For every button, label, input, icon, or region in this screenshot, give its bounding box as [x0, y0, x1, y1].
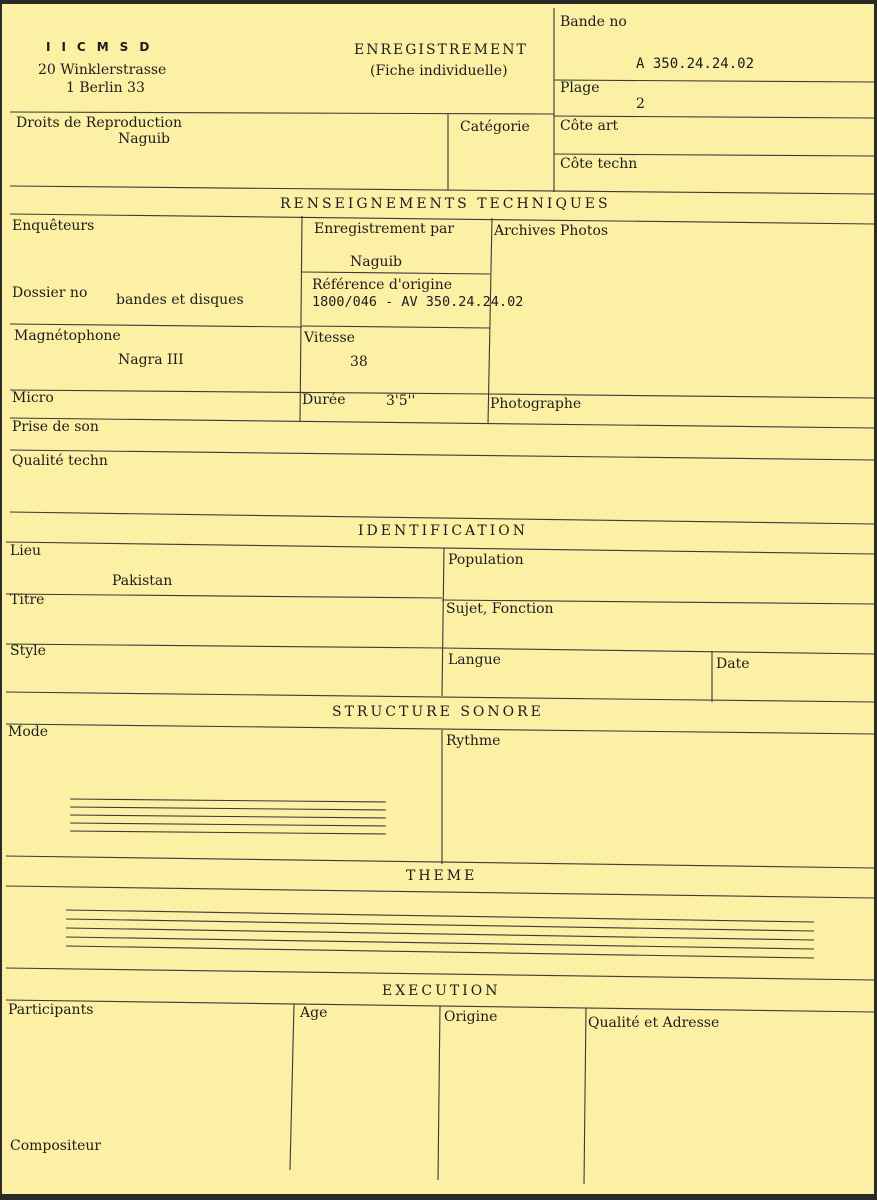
- plage-value: 2: [636, 96, 645, 112]
- style-label: Style: [10, 643, 46, 659]
- magnetophone-value: Nagra III: [118, 352, 184, 368]
- magnetophone-label: Magnétophone: [14, 328, 121, 344]
- duree-value: 3'5'': [386, 393, 416, 409]
- enqueteurs-label: Enquêteurs: [12, 218, 95, 234]
- duree-label: Durée: [302, 392, 346, 408]
- organization-address-street: 20 Winklerstrasse: [38, 62, 167, 78]
- section-heading-identification: IDENTIFICATION: [358, 523, 528, 539]
- enregistrement-par-value: Naguib: [350, 254, 403, 270]
- origine-label: Origine: [444, 1009, 498, 1025]
- enregistrement-par-label: Enregistrement par: [314, 221, 455, 237]
- vitesse-label: Vitesse: [304, 330, 355, 346]
- population-label: Population: [448, 552, 524, 568]
- lieu-value: Pakistan: [112, 573, 173, 589]
- plage-label: Plage: [560, 80, 600, 96]
- lieu-label: Lieu: [10, 543, 42, 559]
- participants-label: Participants: [8, 1002, 94, 1018]
- qualite-adresse-label: Qualité et Adresse: [588, 1015, 720, 1031]
- compositeur-label: Compositeur: [10, 1138, 102, 1154]
- photographe-label: Photographe: [490, 396, 582, 412]
- categorie-label: Catégorie: [460, 119, 530, 135]
- form-subtitle: (Fiche individuelle): [370, 63, 508, 79]
- section-heading-theme: THEME: [406, 868, 478, 884]
- micro-label: Micro: [12, 390, 54, 406]
- droits-label: Droits de Reproduction: [16, 115, 183, 131]
- reference-value: 1800/046 - AV 350.24.24.02: [312, 294, 524, 310]
- section-heading-renseignements: RENSEIGNEMENTS TECHNIQUES: [280, 196, 611, 212]
- date-label: Date: [716, 656, 750, 672]
- reference-label: Référence d'origine: [312, 277, 453, 293]
- rythme-label: Rythme: [446, 733, 501, 749]
- sujet-fonction-label: Sujet, Fonction: [446, 601, 554, 617]
- vitesse-value: 38: [350, 354, 368, 370]
- section-heading-structure-sonore: STRUCTURE SONORE: [332, 704, 544, 720]
- langue-label: Langue: [448, 652, 501, 668]
- form-grid-lines: [2, 4, 874, 1194]
- age-label: Age: [300, 1005, 328, 1021]
- archives-photos-label: Archives Photos: [494, 223, 609, 239]
- cote-techn-label: Côte techn: [560, 156, 638, 172]
- form-title: ENREGISTREMENT: [354, 42, 528, 58]
- prise-de-son-label: Prise de son: [12, 419, 99, 435]
- bande-value: A 350.24.24.02: [636, 56, 755, 72]
- dossier-label: Dossier no: [12, 285, 88, 301]
- qualite-techn-label: Qualité techn: [12, 453, 108, 469]
- mode-label: Mode: [8, 724, 49, 740]
- dossier-value: bandes et disques: [116, 292, 244, 308]
- cote-art-label: Côte art: [560, 118, 619, 134]
- titre-label: Titre: [10, 592, 45, 608]
- record-card: [2, 4, 874, 1194]
- droits-value: Naguib: [118, 131, 171, 147]
- bande-label: Bande no: [560, 14, 627, 30]
- organization-acronym: IICMSD: [46, 40, 161, 54]
- section-heading-execution: EXECUTION: [382, 983, 501, 999]
- organization-address-city: 1 Berlin 33: [66, 80, 145, 96]
